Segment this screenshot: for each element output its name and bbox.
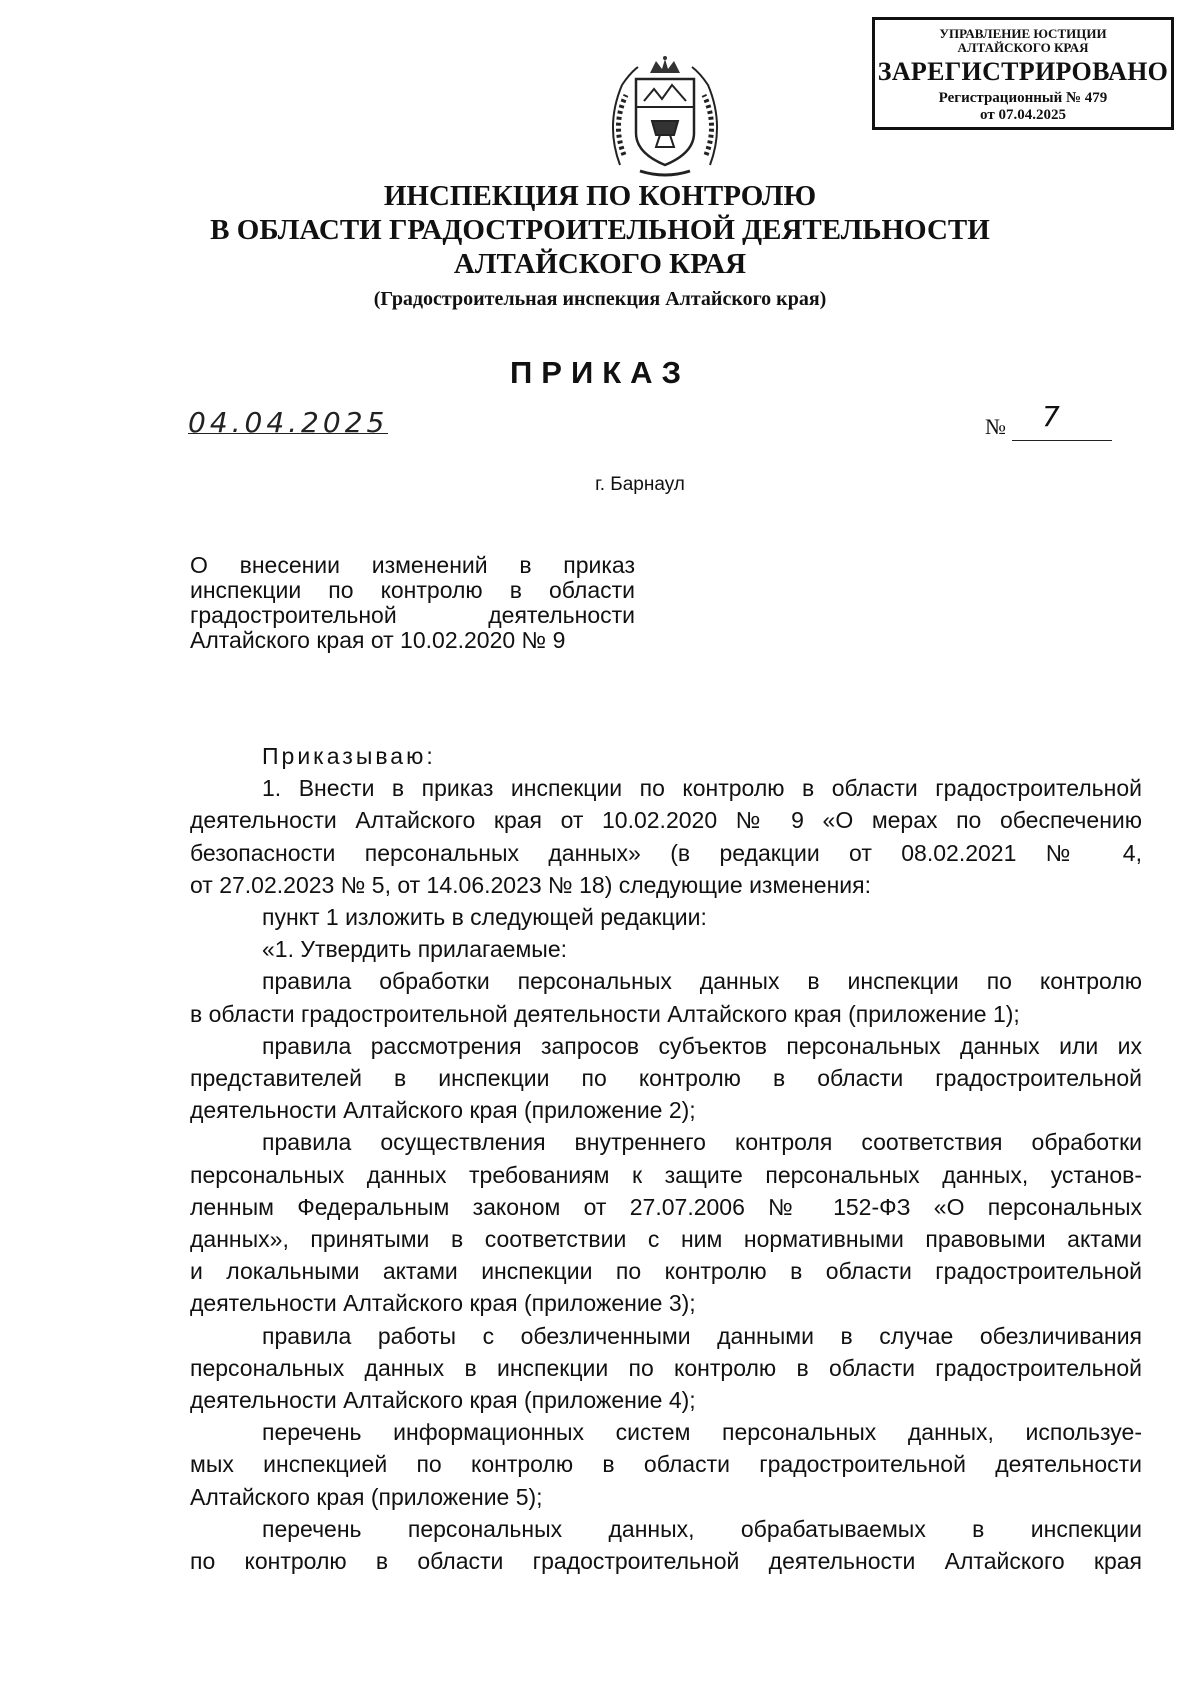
body-line: перечень персональных данных, обрабатываемых в инспекции (262, 1515, 1142, 1542)
body-line: и локальными актами инспекции по контролю в области градостроительной (190, 1258, 1142, 1285)
org-title-line1: ИНСПЕКЦИЯ ПО КОНТРОЛЮ (383, 180, 817, 212)
org-title-line3: АЛТАЙСКОГО КРАЯ (453, 248, 747, 280)
subject-line: инспекции по контролю в области (190, 577, 635, 603)
document-date: 04.04.2025 (188, 406, 389, 439)
body-line: пункт 1 изложить в следующей редакции: (262, 904, 707, 931)
body-line: правила осуществления внутреннего контроля соответствия обработки (262, 1129, 1142, 1156)
org-title-line2: В ОБЛАСТИ ГРАДОСТРОИТЕЛЬНОЙ ДЕЯТЕЛЬНОСТИ (210, 214, 990, 246)
stamp-authority-line2: АЛТАЙСКОГО КРАЯ (957, 40, 1089, 55)
body-line: данных», принятыми в соответствии с ним нормативными правовыми актами (190, 1226, 1142, 1253)
body-line: 1. Внести в приказ инспекции по контролю в области градостроительной (262, 775, 1142, 802)
city: г. Барнаул (595, 474, 685, 495)
stamp-status: ЗАРЕГИСТРИРОВАНО (877, 57, 1169, 86)
coat-of-arms-emblem (600, 55, 730, 180)
body-line: представителей в инспекции по контролю в области градостроительной (190, 1065, 1142, 1092)
body-line: правила рассмотрения запросов субъектов персональных данных или их (262, 1032, 1142, 1059)
number-underline (1012, 440, 1112, 441)
body-line: деятельности Алтайского края (приложение 2); (190, 1097, 696, 1124)
subject-line: О внесении изменений в приказ (190, 552, 635, 578)
body-line: деятельности Алтайского края (приложение 3); (190, 1290, 696, 1317)
body-line: правила обработки персональных данных в инспекции по контролю (262, 968, 1142, 995)
number-label: № (985, 414, 1006, 439)
org-short-name: (Градостроительная инспекция Алтайского края) (373, 288, 827, 310)
body-line: Алтайского края (приложение 5); (190, 1483, 543, 1510)
body-line: правила работы с обезличенными данными в случае обезличивания (262, 1322, 1142, 1349)
body-line: по контролю в области градостроительной деятельности Алтайского края (190, 1548, 1142, 1575)
stamp-registration-number: Регистрационный № 479 (938, 90, 1108, 106)
body-line: персональных данных требованиям к защите персональных данных, установ- (190, 1161, 1142, 1188)
body-line: деятельности Алтайского края от 10.02.2020 № 9 «О мерах по обеспечению (190, 807, 1142, 834)
date-underline (188, 433, 388, 434)
document-number: 7 (1042, 400, 1060, 433)
body-line: безопасности персональных данных» (в редакции от 08.02.2021 № 4, (190, 839, 1142, 866)
body-line: в области градостроительной деятельности Алтайского края (приложение 1); (190, 1000, 1020, 1027)
stamp-registration-date: от 07.04.2025 (980, 107, 1066, 123)
document-subject (190, 553, 635, 653)
body-line: деятельности Алтайского края (приложение 4); (190, 1387, 696, 1414)
document-type: ПРИКАЗ (510, 355, 690, 390)
body-line: ленным Федеральным законом от 27.07.2006 № 152-ФЗ «О персональных (190, 1193, 1142, 1220)
document-body (190, 740, 1142, 1577)
subject-line: градостроительной деятельности (190, 602, 635, 628)
subject-line: Алтайского края от 10.02.2020 № 9 (190, 627, 566, 653)
body-line: перечень информационных систем персональных данных, используе- (262, 1419, 1142, 1446)
registration-stamp (872, 17, 1174, 130)
body-line: мых инспекцией по контролю в области градостроительной деятельности (190, 1451, 1142, 1478)
order-word: Приказываю: (262, 743, 436, 769)
body-line: «1. Утвердить прилагаемые: (262, 936, 567, 963)
body-line: от 27.02.2023 № 5, от 14.06.2023 № 18) следующие изменения: (190, 871, 871, 898)
body-line: персональных данных в инспекции по контролю в области градостроительной (190, 1354, 1142, 1381)
stamp-authority-line1: УПРАВЛЕНИЕ ЮСТИЦИИ (939, 26, 1107, 41)
